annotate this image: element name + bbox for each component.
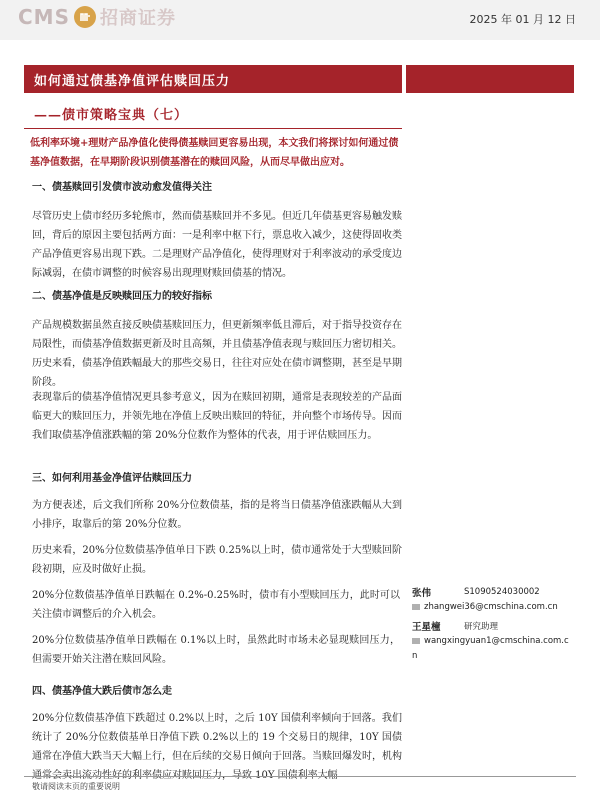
title-banner (24, 65, 402, 93)
page-header (0, 0, 600, 40)
report-title: 如何通过债基净值评估赎回压力 (34, 74, 231, 89)
report-subtitle: ——债市策略宝典（七） (34, 108, 189, 123)
author-email-tail: n (412, 650, 418, 661)
mail-icon (412, 604, 420, 610)
author-email-row-wrap (412, 648, 582, 663)
mail-icon (412, 638, 420, 644)
section-3-heading: 三、如何利用基金净值评估赎回压力 (32, 473, 192, 484)
section-4-heading: 四、债基净值大跌后债市怎么走 (32, 686, 172, 697)
author-name: 王星橦 (412, 621, 441, 633)
author-email-row (412, 599, 582, 614)
author-email[interactable]: zhangwei36@cmschina.com.cn (424, 601, 558, 612)
footer-note: 敬请阅读末页的重要说明 (32, 782, 120, 791)
author-block (412, 584, 582, 663)
author-row (412, 584, 582, 599)
section-3-paragraph-2: 历史来看，20%分位数债基净值单日下跌 0.25%以上时，债市通常处于大型赎回阶段初期，应及时做好止损。 (32, 545, 402, 575)
abstract: 低利率环境+理财产品净值化使得债基赎回更容易出现，本文我们将探讨如何通过债基净值数据，在早期阶段识别债基潜在的赎回风险，从而尽早做出应对。 (30, 138, 399, 168)
logo-chinese-name: 招商证券 (99, 8, 176, 29)
section-1-paragraph: 尽管历史上债市经历多轮熊市，然而债基赎回并不多见。但近几年债基更容易触发赎回，背后的原因主要包括两方面：一是利率中枢下行，票息收入减少，这使得固收类产品净值更容易出现下跌。二是理财产品净值化，使得理财对于利率波动的承受度边际减弱，在债市调整的时候容易出现理财赎回债基的情况。 (32, 211, 402, 279)
title-side-banner (406, 65, 574, 93)
author-name: 张伟 (412, 587, 432, 599)
section-2-heading: 二、债基净值是反映赎回压力的较好指标 (32, 291, 212, 302)
title-divider (24, 128, 402, 129)
section-2-paragraph-1: 产品规模数据虽然直接反映债基赎回压力，但更新频率低且滞后，对于指导投资存在局限性，而债基净值数据更新及时且高频，并且债基净值表现与赎回压力密切相关。历史来看，债基净值跌幅最大的那些交易日，往往对应处在债市调整期，甚至是早期阶段。 (32, 320, 402, 388)
report-date: 2025 年 01 月 12 日 (469, 13, 576, 26)
section-3-paragraph-1: 为方便表述，后文我们所称 20%分位数债基，指的是将当日债基净值涨跌幅从大到小排序，取靠后的第 20%分位数。 (32, 500, 402, 530)
author-cert-id: S1090524030002 (464, 586, 540, 597)
logo-text: CMS (18, 5, 70, 29)
author-role: 研究助理 (464, 621, 499, 632)
section-3-paragraph-3: 20%分位数债基净值单日跌幅在 0.2%-0.25%时，债市有小型赎回压力，此时可以关注债市调整后的介入机会。 (32, 590, 400, 620)
section-4-paragraph: 20%分位数债基净值下跌超过 0.2%以上时，之后 10Y 国债利率倾向于回落。我们统计了 20%分位数债基单日净值下跌 0.2%以上的 19 个交易日的规律，10Y 国债通常在净值大跌当天大幅上行，但在后续的交易日倾向于回落。当赎回爆发时，机构 (32, 713, 402, 762)
author-email[interactable]: wangxingyuan1@cmschina.com.c (424, 635, 569, 646)
footer-divider (24, 776, 576, 777)
author-row (412, 618, 582, 633)
section-3-paragraph-4: 20%分位数债基净值单日跌幅在 0.1%以上时，虽然此时市场未必显现赎回压力，但需要开始关注潜在赎回风险。 (32, 635, 400, 665)
logo-emblem-icon (74, 6, 96, 28)
section-2-paragraph-2: 表现靠后的债基净值情况更具参考意义，因为在赎回初期，通常是表现较差的产品面临更大的赎回压力，并领先地在净值上反映出赎回的特征，并向整个市场传导。因而我们取债基净值涨跌幅的第 20%分位数作为整体的代表，用于评估赎回压力。 (32, 392, 402, 441)
company-logo (18, 4, 176, 30)
section-1-heading: 一、债基赎回引发债市波动愈发值得关注 (32, 182, 212, 193)
author-email-row (412, 633, 582, 648)
